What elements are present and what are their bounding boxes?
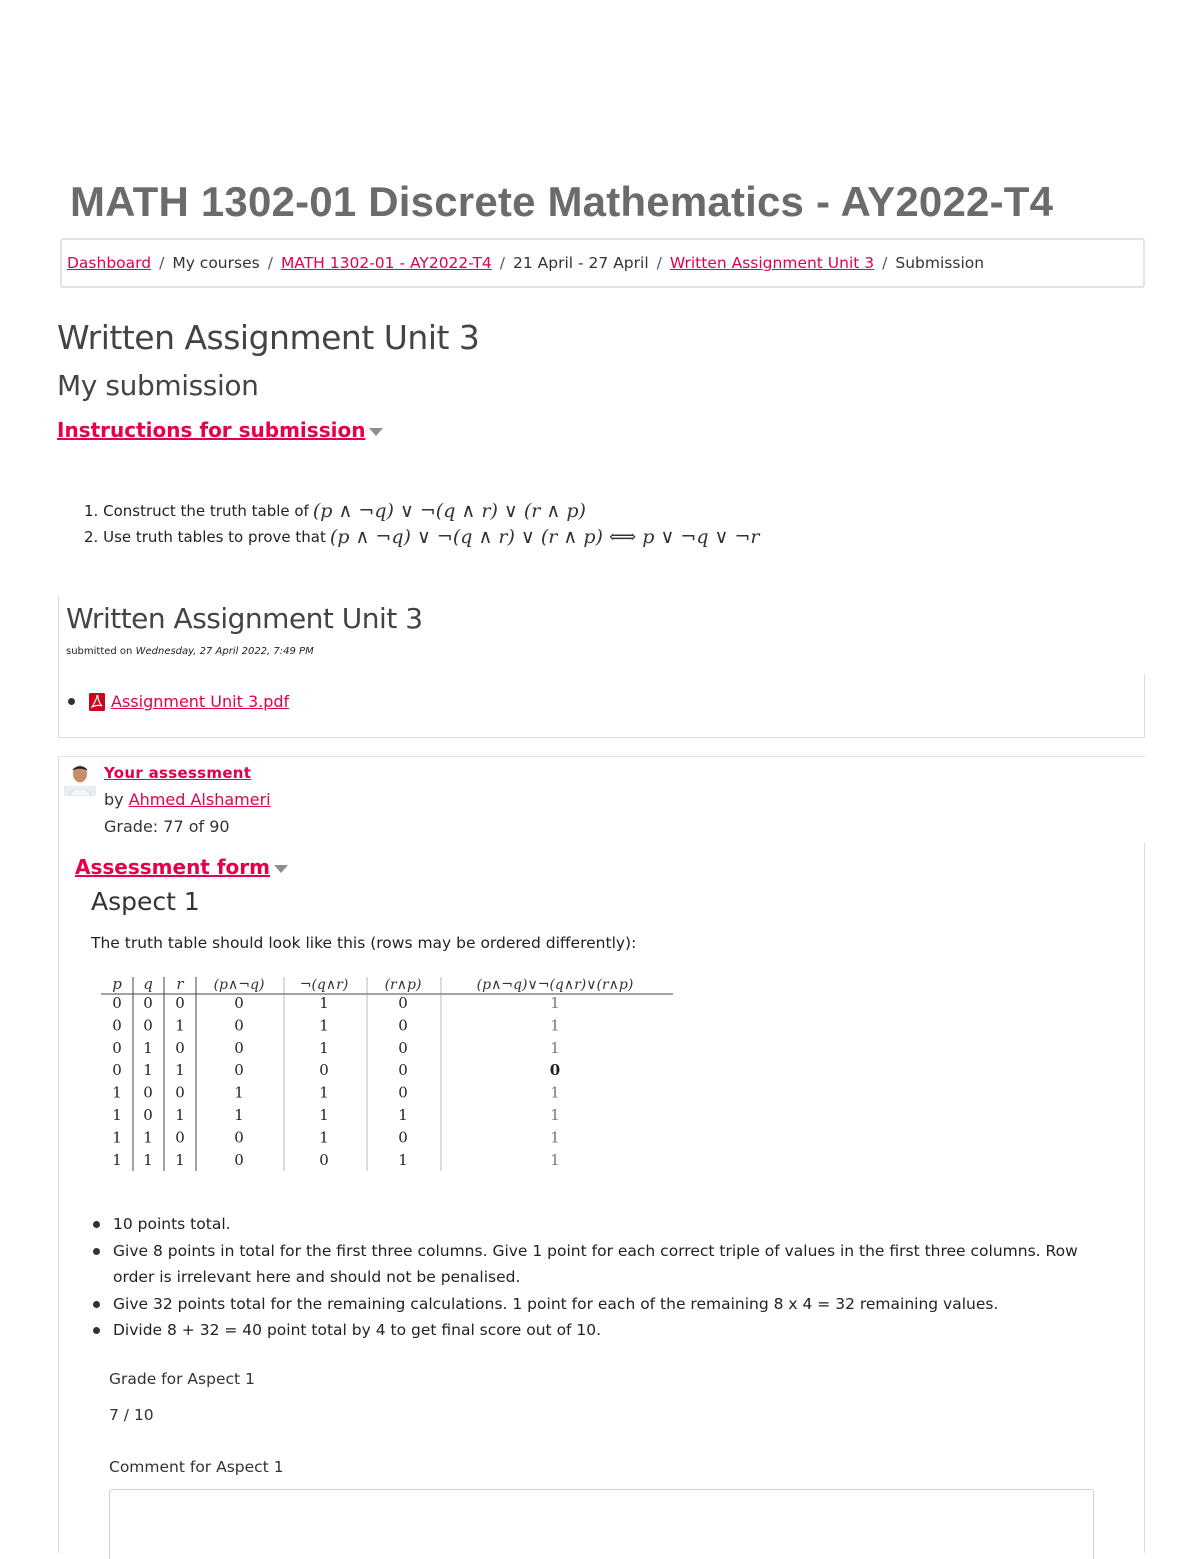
assessor-link[interactable]: Ahmed Alshameri	[128, 790, 271, 809]
rule-item: 10 points total.	[93, 1211, 1103, 1238]
truth-table-cell: 1	[112, 1150, 122, 1169]
truth-table-cell: 0	[175, 1128, 185, 1147]
question-number: 1.	[84, 502, 99, 520]
truth-table-cell: 0	[398, 994, 408, 1012]
breadcrumb	[60, 238, 1145, 288]
pdf-icon	[89, 693, 105, 711]
rule-item: Give 32 points total for the remaining calculations. 1 point for each of the remaining 8 x 4 = 32 remaining values.	[93, 1291, 1103, 1318]
my-submission-heading: My submission	[57, 369, 259, 402]
aspect-description: The truth table should look like this (rows may be ordered differently):	[91, 934, 637, 952]
truth-table-cell: 0	[319, 1150, 329, 1169]
truth-table-cell: 1	[319, 1128, 329, 1147]
breadcrumb-assignment[interactable]: Written Assignment Unit 3	[669, 254, 875, 272]
truth-table-cell: 1	[319, 1106, 329, 1124]
truth-table-cell: 0	[175, 1038, 185, 1057]
submission-panel	[58, 596, 1145, 738]
truth-table-cell: 0	[143, 1016, 153, 1035]
truth-table-cell: 0	[175, 1083, 185, 1102]
breadcrumb-separator: /	[656, 254, 662, 272]
assessment-form	[73, 843, 1145, 1553]
truth-table-cell: 1	[143, 1150, 153, 1169]
truth-table-cell: 0	[398, 1016, 408, 1035]
truth-table-cell: 1	[319, 1083, 329, 1102]
truth-table-cell: 0	[143, 1106, 153, 1124]
comment-for-aspect-box	[109, 1489, 1094, 1559]
assessment-grade: Grade: 77 of 90	[104, 817, 230, 836]
truth-table-cell: 1	[143, 1061, 153, 1080]
truth-table-header: ¬(q∧r)	[299, 977, 349, 993]
breadcrumb-separator: /	[882, 254, 888, 272]
breadcrumb-submission: Submission	[895, 254, 985, 272]
truth-table-cell: 1	[319, 1016, 329, 1035]
truth-table	[101, 973, 681, 1177]
truth-table-cell: 0	[175, 994, 185, 1012]
truth-table-cell: 0	[234, 1016, 244, 1035]
course-title: MATH 1302-01 Discrete Mathematics - AY2022-T4	[70, 178, 1054, 225]
breadcrumb-week: 21 April - 27 April	[513, 254, 649, 272]
truth-table-cell: 1	[112, 1128, 122, 1147]
truth-table-cell: 1	[550, 1150, 560, 1169]
truth-table-cell: 1	[175, 1016, 185, 1035]
caret-down-icon	[369, 428, 383, 436]
by-label: by	[104, 790, 124, 809]
question-formula: (p ∧ ¬q) ∨ ¬(q ∧ r) ∨ (r ∧ p) ⟺ p ∨ ¬q ∨ ¬r	[329, 526, 760, 548]
truth-table-cell: 0	[112, 1038, 122, 1057]
truth-table-cell: 0	[234, 1128, 244, 1147]
truth-table-cell: 0	[143, 994, 153, 1012]
truth-table-cell: 0	[398, 1083, 408, 1102]
truth-table-header: r	[176, 975, 184, 993]
submitted-date: Wednesday, 27 April 2022, 7:49 PM	[135, 646, 314, 657]
truth-table-cell: 0	[234, 1150, 244, 1169]
truth-table-cell: 0	[398, 1061, 408, 1080]
caret-down-icon	[274, 865, 288, 873]
submitted-prefix: submitted on	[66, 646, 133, 657]
breadcrumb-course[interactable]: MATH 1302-01 - AY2022-T4	[280, 254, 492, 272]
truth-table-cell: 1	[319, 994, 329, 1012]
assessment-form-label: Assessment form	[75, 855, 270, 879]
rule-item: Divide 8 + 32 = 40 point total by 4 to get final score out of 10.	[93, 1317, 1103, 1344]
question-item	[84, 524, 759, 550]
question-text: Use truth tables to prove that	[103, 528, 326, 546]
truth-table-header: q	[143, 975, 153, 993]
assessor-line	[104, 790, 271, 809]
truth-table-header: (p∧¬q)	[213, 977, 265, 993]
truth-table-cell: 1	[143, 1038, 153, 1057]
truth-table-cell: 1	[175, 1061, 185, 1080]
instructions-toggle-label: Instructions for submission	[57, 418, 366, 442]
breadcrumb-separator: /	[159, 254, 165, 272]
instructions-list	[84, 498, 759, 550]
page-title: Written Assignment Unit 3	[57, 318, 480, 357]
truth-table-cell: 1	[550, 1083, 560, 1102]
truth-table-cell: 0	[549, 1061, 561, 1080]
rule-item: Give 8 points in total for the first three columns. Give 1 point for each correct triple of values in the first three columns. Row order is irrelevant here and should not be penalised.	[93, 1238, 1103, 1291]
instructions-toggle[interactable]	[57, 418, 383, 442]
breadcrumb-separator: /	[267, 254, 273, 272]
truth-table-cell: 1	[143, 1128, 153, 1147]
avatar[interactable]	[63, 760, 97, 796]
assessment-form-toggle[interactable]	[75, 855, 288, 879]
truth-table-cell: 1	[550, 994, 560, 1012]
truth-table-cell: 0	[112, 994, 122, 1012]
question-number: 2.	[84, 528, 99, 546]
question-item	[84, 498, 759, 524]
truth-table-cell: 0	[234, 1038, 244, 1057]
breadcrumb-my-courses: My courses	[172, 254, 260, 272]
truth-table-cell: 0	[112, 1016, 122, 1035]
submission-title: Written Assignment Unit 3	[66, 602, 423, 635]
truth-table-cell: 0	[398, 1128, 408, 1147]
truth-table-cell: 0	[234, 994, 244, 1012]
truth-table-cell: 1	[112, 1106, 122, 1124]
truth-table-cell: 1	[550, 1038, 560, 1057]
aspect-title: Aspect 1	[91, 887, 200, 916]
assessment-panel	[58, 756, 1145, 1553]
truth-table-header: (p∧¬q)∨¬(q∧r)∨(r∧p)	[476, 977, 634, 993]
truth-table-cell: 1	[175, 1150, 185, 1169]
grade-for-aspect-label: Grade for Aspect 1	[109, 1370, 255, 1388]
truth-table-cell: 0	[234, 1061, 244, 1080]
question-formula: (p ∧ ¬q) ∨ ¬(q ∧ r) ∨ (r ∧ p)	[312, 500, 586, 522]
submitted-meta	[66, 646, 314, 657]
truth-table-cell: 1	[319, 1038, 329, 1057]
truth-table-cell: 1	[550, 1106, 560, 1124]
truth-table-cell: 1	[550, 1128, 560, 1147]
truth-table-cell: 0	[143, 1083, 153, 1102]
attachment-item	[68, 692, 289, 711]
truth-table-cell: 1	[398, 1150, 408, 1169]
truth-table-cell: 1	[112, 1083, 122, 1102]
question-text: Construct the truth table of	[103, 502, 309, 520]
truth-table-header: (r∧p)	[384, 977, 422, 993]
breadcrumb-dashboard[interactable]: Dashboard	[67, 254, 152, 272]
grade-for-aspect-value: 7 / 10	[109, 1406, 154, 1424]
truth-table-cell: 0	[112, 1061, 122, 1080]
breadcrumb-separator: /	[499, 254, 506, 272]
grading-rules	[93, 1211, 1103, 1344]
truth-table-cell: 1	[234, 1106, 244, 1124]
truth-table-cell: 1	[398, 1106, 408, 1124]
your-assessment-link[interactable]: Your assessment	[104, 764, 252, 782]
truth-table-cell: 1	[550, 1016, 560, 1035]
attachment-link[interactable]: Assignment Unit 3.pdf	[111, 692, 290, 711]
truth-table-header: p	[112, 975, 122, 993]
comment-for-aspect-label: Comment for Aspect 1	[109, 1458, 284, 1476]
truth-table-cell: 1	[175, 1106, 185, 1124]
truth-table-cell: 1	[234, 1083, 244, 1102]
truth-table-svg	[101, 973, 681, 1173]
truth-table-cell: 0	[398, 1038, 408, 1057]
truth-table-cell: 0	[319, 1061, 329, 1080]
bullet-icon	[68, 698, 75, 705]
